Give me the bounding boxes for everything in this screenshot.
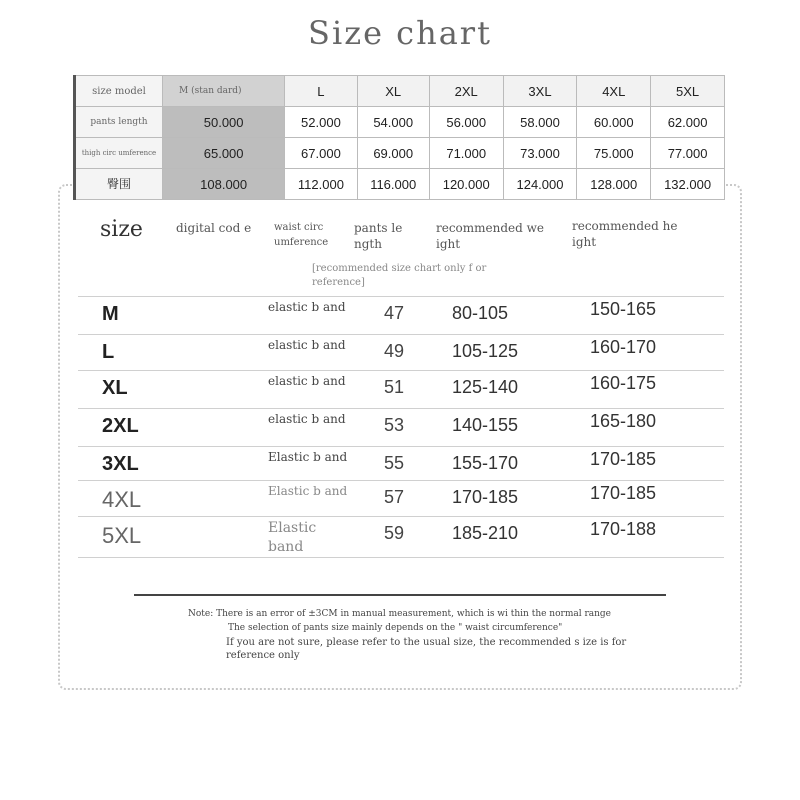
size-label: L [102,341,115,363]
table-cell: 58.000 [503,107,577,138]
weight-value: 105-125 [452,341,519,361]
table-cell: 52.000 [285,107,357,138]
table-cell: 56.000 [429,107,503,138]
weight-value: 125-140 [452,377,519,397]
table-cell: 67.000 [285,138,357,169]
height-value: 160-170 [590,337,657,357]
height-value: 170-188 [590,519,657,539]
height-value: 150-165 [590,299,657,319]
height-header: recommended he ight [572,219,678,249]
table-cell: 120.000 [429,169,503,200]
height-value: 170-185 [590,483,657,503]
size-label: XL [102,377,128,399]
weight-value: 140-155 [452,415,519,435]
height-value: 165-180 [590,411,657,431]
table-row [75,169,725,200]
pants-length-header: pants le ngth [354,221,403,251]
pants-value: 55 [384,453,405,473]
weight-value: 155-170 [452,453,519,473]
waist-value: elastic b and [268,374,346,388]
waist-value: Elastic band [268,520,317,555]
size-label: 5XL [102,523,142,548]
pants-value: 51 [384,377,405,397]
waist-value: elastic b and [268,300,346,314]
notes-block [188,608,658,662]
table-row [75,107,725,138]
waist-value: elastic b and [268,412,346,426]
weight-value: 185-210 [452,523,519,543]
waist-value: Elastic b and [268,484,348,498]
digital-code-header: digital cod e [176,221,252,235]
size-col-header: 5XL [651,76,725,107]
table-cell: 50.000 [163,107,285,138]
table-header-row [75,76,725,107]
weight-header: recommended we ight [436,221,545,251]
pants-value: 49 [384,341,405,361]
table-cell: 71.000 [429,138,503,169]
size-label: M [102,303,119,325]
weight-value: 170-185 [452,487,519,507]
table-row [78,446,724,483]
waist-value: Elastic b and [268,450,348,464]
table-cell: 75.000 [577,138,651,169]
weight-value: 80-105 [452,303,509,323]
table-cell: 54.000 [357,107,429,138]
waist-value: elastic b and [268,338,346,352]
header-label: size model [75,76,163,107]
size-label: 3XL [102,453,139,475]
size-col-header: 3XL [503,76,577,107]
table-cell: 112.000 [285,169,357,200]
table-cell: 69.000 [357,138,429,169]
table-cell: 128.000 [577,169,651,200]
size-col-header: M (stan dard) [163,76,285,107]
pants-value: 47 [384,303,405,323]
waist-header: waist circ umference [274,222,329,248]
separator-line [134,594,666,596]
reference-note: [recommended size chart only f or reference] [312,263,487,288]
height-value: 160-175 [590,373,657,393]
height-value: 170-185 [590,449,657,469]
pants-value: 57 [384,487,405,507]
row-label: 臀围 [75,169,163,200]
table-cell: 124.000 [503,169,577,200]
table-cell: 60.000 [577,107,651,138]
size-label: 4XL [102,487,142,512]
pants-value: 59 [384,523,405,543]
table-row [78,334,724,371]
table-row [78,370,724,407]
table-row [78,516,724,558]
size-col-header: 4XL [577,76,651,107]
size-label: 2XL [102,415,139,437]
size-header: size [100,217,143,242]
page-title: Size chart [308,14,492,52]
note-waist-selection: The selection of pants size mainly depends on the " waist circumference" [228,623,563,633]
table-row [75,138,725,169]
table-cell: 116.000 [357,169,429,200]
pants-value: 53 [384,415,405,435]
row-label: pants length [75,107,163,138]
table-cell: 77.000 [651,138,725,169]
note-reference-only: If you are not sure, please refer to the usual size, the recommended s ize is for reference only [226,637,627,661]
table-row [78,296,724,333]
note-measurement-error: Note: There is an error of ±3CM in manual measurement, which is wi thin the normal range [188,609,612,619]
table-cell: 65.000 [163,138,285,169]
table-cell: 73.000 [503,138,577,169]
measurement-table [73,75,725,200]
row-label: thigh circ umference [75,138,163,169]
table-cell: 108.000 [163,169,285,200]
table-row [78,480,724,517]
size-col-header: L [285,76,357,107]
size-col-header: 2XL [429,76,503,107]
size-col-header: XL [357,76,429,107]
table-cell: 62.000 [651,107,725,138]
table-row [78,408,724,445]
table-cell: 132.000 [651,169,725,200]
